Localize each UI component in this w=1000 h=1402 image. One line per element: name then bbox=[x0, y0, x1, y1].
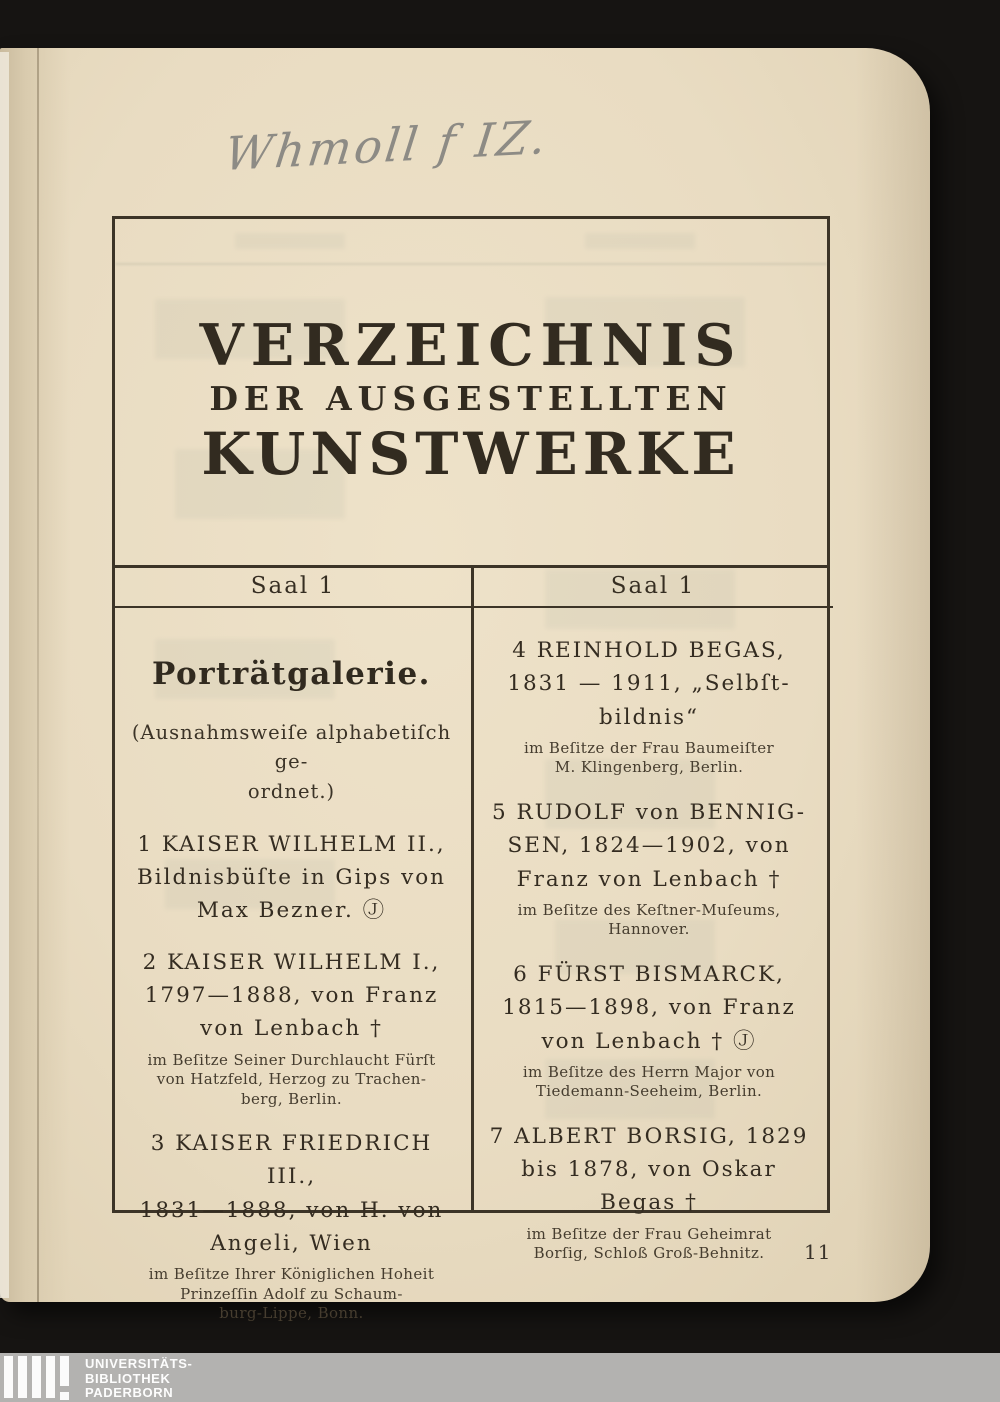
scan-edge-sliver bbox=[0, 52, 9, 1298]
catalog-title-line2: DER AUSGESTELLTEN bbox=[209, 379, 733, 418]
catalog-frame bbox=[112, 216, 830, 1323]
catalog-entry-4 bbox=[479, 634, 819, 778]
entry-note-line: von Hatzfeld, Herzog zu Trachen- bbox=[156, 1070, 427, 1089]
catalog-entry-6 bbox=[479, 958, 819, 1102]
entry-line: 1 KAISER WILHELM II., bbox=[137, 831, 446, 857]
entry-note-line: Prinzeſſin Adolf zu Schaum- bbox=[180, 1284, 403, 1303]
entry-line: 6 FÜRST BISMARCK, bbox=[513, 961, 785, 987]
entry-note-line: im Beſitze Seiner Durchlaucht Fürſt bbox=[147, 1050, 436, 1069]
entry-line: bildnis“ bbox=[599, 704, 700, 730]
entry-line: 1797—1888, von Franz bbox=[144, 983, 439, 1008]
handwritten-annotation: Whmoll f IZ. bbox=[221, 109, 552, 182]
entry-line: Franz von Lenbach † bbox=[516, 866, 782, 892]
entry-line: von Lenbach † bbox=[200, 1016, 383, 1042]
entry-line: 1831 — 1911, „Selbſt- bbox=[507, 671, 791, 697]
library-name-line3: PADERBORN bbox=[85, 1385, 174, 1400]
entry-note-line: Hannover. bbox=[608, 920, 690, 939]
catalog-entry-1 bbox=[125, 828, 458, 928]
entry-note-line: Tiedemann-Seeheim, Berlin. bbox=[535, 1082, 763, 1101]
entry-note-line: im Beſitze der Frau Baumeiſter bbox=[523, 738, 775, 757]
entry-line: von Lenbach † Ⓙ bbox=[541, 1028, 757, 1054]
catalog-title-line3: KUNSTWERKE bbox=[201, 420, 741, 488]
catalog-entry-3 bbox=[125, 1127, 458, 1324]
entry-note-line: im Beſitze des Keſtner-Muſeums, bbox=[517, 900, 781, 919]
column-right bbox=[471, 608, 827, 1263]
book-page bbox=[0, 48, 930, 1323]
room-header-right: Saal 1 bbox=[473, 568, 833, 608]
entry-line: 1831—1888, von H. von bbox=[139, 1197, 444, 1223]
catalog-columns bbox=[115, 608, 827, 1323]
section-title: Porträtgalerie. bbox=[152, 656, 431, 692]
entry-note-line: im Beſitze des Herrn Major von bbox=[522, 1062, 776, 1081]
column-left bbox=[115, 608, 468, 1323]
catalog-entry-7 bbox=[479, 1120, 819, 1264]
entry-line: SEN, 1824—1902, von bbox=[507, 833, 791, 859]
library-name-line1: UNIVERSITÄTS- bbox=[85, 1356, 193, 1371]
entry-note-line: berg, Berlin. bbox=[240, 1089, 343, 1108]
entry-line: 3 KAISER FRIEDRICH III., bbox=[150, 1131, 433, 1190]
library-watermark-banner bbox=[0, 1353, 1000, 1402]
entry-line: 1815—1898, von Franz bbox=[502, 995, 796, 1021]
room-header-left: Saal 1 bbox=[115, 568, 471, 608]
section-note-line: (Ausnahmsweiſe alphabetiſch ge- bbox=[131, 721, 452, 774]
catalog-entry-5 bbox=[479, 796, 819, 940]
library-name bbox=[85, 1357, 192, 1401]
catalog-entry-2 bbox=[125, 946, 458, 1109]
entry-note-line: im Beſitze Ihrer Königlichen Hoheit bbox=[148, 1265, 435, 1284]
entry-line: Angeli, Wien bbox=[210, 1231, 373, 1257]
entry-line: 4 REINHOLD BEGAS, bbox=[512, 638, 786, 663]
entry-line: 7 ALBERT BORSIG, 1829 bbox=[489, 1123, 809, 1149]
entry-line: bis 1878, von Oskar bbox=[521, 1157, 777, 1183]
catalog-title-line1: VERZEICHNIS bbox=[199, 312, 743, 379]
page-fold-line bbox=[37, 48, 39, 1302]
entry-note-line: burg-Lippe, Bonn. bbox=[219, 1304, 364, 1323]
entry-note-line: im Beſitze der Frau Geheimrat bbox=[526, 1224, 772, 1243]
entry-note-line: Borſig, Schloß Groß-Behnitz. bbox=[533, 1244, 765, 1263]
library-name-line2: BIBLIOTHEK bbox=[85, 1370, 171, 1386]
entry-note-line: M. Klingenberg, Berlin. bbox=[554, 758, 744, 777]
section-note bbox=[125, 718, 458, 806]
catalog-title-block bbox=[115, 219, 827, 568]
entry-line: 5 RUDOLF von BENNIG- bbox=[492, 799, 806, 825]
entry-line: Begas † bbox=[600, 1190, 698, 1216]
entry-line: Bildnisbüſte in Gips von bbox=[137, 865, 447, 891]
page-number: 11 bbox=[804, 1240, 832, 1264]
library-logo-icon bbox=[4, 1356, 69, 1402]
entry-line: Max Bezner. Ⓙ bbox=[196, 898, 387, 924]
entry-line: 2 KAISER WILHELM I., bbox=[142, 949, 441, 975]
section-note-line: ordnet.) bbox=[247, 779, 336, 803]
